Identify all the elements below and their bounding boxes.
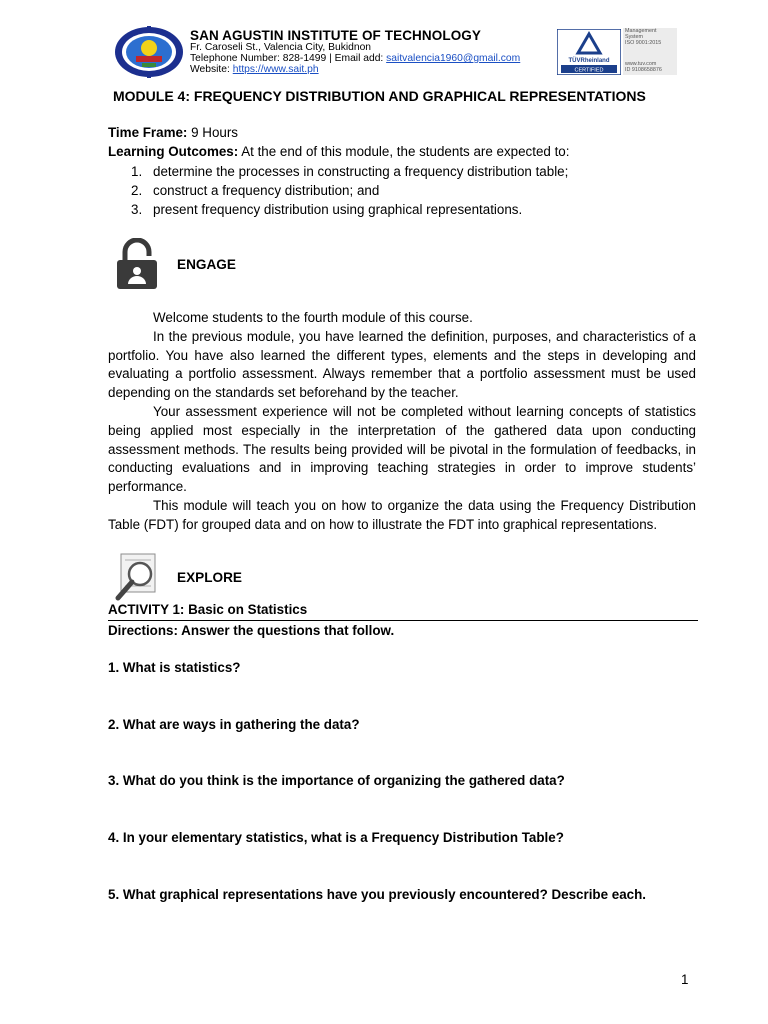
engage-body bbox=[108, 309, 696, 535]
paragraph: In the previous module, you have learned the definition, purposes, and characteristics of a portfolio. You have also learned the different types, elements and the steps in developing and evaluating a portfolio assessment. Always remember that a portfolio assessment must be used depending on the standards set beforehand by the teacher. bbox=[108, 328, 696, 401]
institution-contact: Telephone Number: 828-1499 | Email add: saitvalencia1960@gmail.com bbox=[190, 53, 521, 64]
iso-line: ID 9108658876 bbox=[625, 66, 662, 73]
page-number: 1 bbox=[681, 972, 689, 987]
directions: Directions: Answer the questions that follow. bbox=[108, 623, 395, 638]
lock-icon bbox=[115, 238, 159, 290]
question-3: 3. What do you think is the importance of organizing the gathered data? bbox=[108, 773, 565, 788]
list-item: 1. determine the processes in constructing a frequency distribution table; bbox=[131, 164, 569, 179]
question-1: 1. What is statistics? bbox=[108, 660, 241, 675]
institution-website: Website: https://www.sait.ph bbox=[190, 64, 319, 75]
activity-title: ACTIVITY 1: Basic on Statistics bbox=[108, 602, 308, 617]
iso-line: ISO 9001:2015 bbox=[625, 40, 662, 47]
cert-brand: TÜVRheinland bbox=[568, 58, 610, 64]
list-item: 2. construct a frequency distribution; and bbox=[131, 183, 380, 198]
paragraph: This module will teach you on how to organize the data using the Frequency Distribution Table (FDT) for grouped data and on how to illustrate the FDT into graphical representations. bbox=[108, 497, 696, 532]
learning-outcomes-intro: Learning Outcomes: At the end of this module, the students are expected to: bbox=[108, 144, 570, 159]
iso-line: System bbox=[625, 34, 643, 41]
iso-certification-box bbox=[623, 28, 677, 75]
paragraph: Your assessment experience will not be completed without learning concepts of statistics being applied most especially in the interpretation of the gathered data upon conducting assessment methods. The results being provided will be pivotal in the formulation of feedbacks, in conducting evaluations and in improving teaching strategies in order to improve students’ performance. bbox=[108, 403, 696, 495]
iso-line: www.tuv.com bbox=[625, 60, 657, 67]
module-title: MODULE 4: FREQUENCY DISTRIBUTION AND GRAPHICAL REPRESENTATIONS bbox=[113, 88, 646, 104]
explore-heading: EXPLORE bbox=[177, 570, 242, 585]
iso-line bbox=[623, 47, 677, 61]
institution-name: SAN AGUSTIN INSTITUTE OF TECHNOLOGY bbox=[190, 28, 482, 43]
list-item: 3. present frequency distribution using graphical representations. bbox=[131, 202, 523, 217]
time-frame: Time Frame: 9 Hours bbox=[108, 125, 238, 140]
email-link[interactable]: saitvalencia1960@gmail.com bbox=[386, 53, 521, 64]
magnifier-icon bbox=[113, 552, 165, 602]
engage-heading: ENGAGE bbox=[177, 257, 236, 272]
divider bbox=[108, 620, 698, 621]
iso-line: Management bbox=[625, 28, 657, 34]
question-2: 2. What are ways in gathering the data? bbox=[108, 717, 360, 732]
learning-outcomes-list bbox=[108, 162, 568, 219]
question-4: 4. In your elementary statistics, what is a Frequency Distribution Table? bbox=[108, 830, 564, 845]
institution-address: Fr. Caroseli St., Valencia City, Bukidnon bbox=[190, 42, 372, 53]
paragraph: Welcome students to the fourth module of this course. bbox=[153, 310, 473, 325]
cert-label: CERTIFIED bbox=[574, 67, 604, 74]
institution-logo bbox=[114, 26, 184, 78]
website-link[interactable]: https://www.sait.ph bbox=[232, 64, 319, 75]
question-5: 5. What graphical representations have you previously encountered? Describe each. bbox=[108, 887, 647, 902]
tuv-certified-logo bbox=[557, 29, 621, 75]
